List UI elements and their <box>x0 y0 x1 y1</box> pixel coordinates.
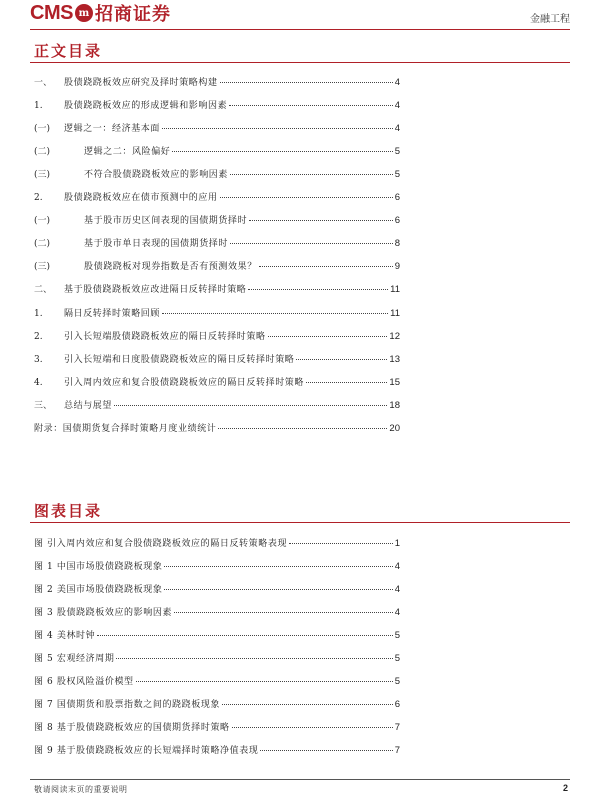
toc-entry-page: 18 <box>389 400 400 411</box>
figure-leader-dots <box>260 750 392 751</box>
toc-entry-page: 6 <box>394 192 400 203</box>
toc-entry-text: 基于股市单日表现的国债期货择时 <box>84 239 229 249</box>
toc-entry[interactable] <box>34 236 400 252</box>
toc-leader-dots <box>259 266 393 267</box>
toc-entry[interactable] <box>34 98 400 114</box>
toc-title: 正文目录 <box>34 42 103 60</box>
figure-entry-text: 图 8 基于股债跷跷板效应的国债期货择时策略 <box>34 723 230 733</box>
toc-title-divider <box>30 62 570 63</box>
toc-entry-number: 4. <box>34 378 43 388</box>
toc-entry-number: 三、 <box>34 401 53 411</box>
toc-leader-dots <box>162 128 393 129</box>
figure-entry[interactable] <box>34 720 400 736</box>
figure-leader-dots <box>97 635 392 636</box>
figure-leader-dots <box>232 727 393 728</box>
toc-leader-dots <box>114 405 387 406</box>
figure-leader-dots <box>164 566 392 567</box>
figure-entry[interactable] <box>34 628 400 644</box>
toc-leader-dots <box>268 336 388 337</box>
toc-entry[interactable] <box>34 144 400 160</box>
figure-entry-page: 7 <box>394 745 400 756</box>
figure-entry-page: 1 <box>394 538 400 549</box>
toc-entry-number: (一) <box>34 216 51 226</box>
toc-entry-text: 股债跷跷板效应在债市预测中的应用 <box>64 193 218 203</box>
figure-entry[interactable] <box>34 743 400 759</box>
footer-divider <box>30 779 570 780</box>
figure-entry-page: 5 <box>394 630 400 641</box>
toc-entry-number: 2. <box>34 332 43 342</box>
figure-entry-text: 图 6 股权风险溢价模型 <box>34 677 134 687</box>
toc-entry-text: 股债跷跷板效应研究及择时策略构建 <box>64 78 218 88</box>
figure-entry-text: 图 1 中国市场股债跷跷板现象 <box>34 562 163 572</box>
toc-entry-text: 引入长短端股债跷跷板效应的隔日反转择时策略 <box>64 332 266 342</box>
figure-leader-dots <box>136 681 393 682</box>
toc-leader-dots <box>248 289 388 290</box>
figure-leader-dots <box>174 612 393 613</box>
figures-title: 图表目录 <box>34 502 103 520</box>
figure-entry[interactable] <box>34 697 400 713</box>
toc-entry-page: 8 <box>394 238 400 249</box>
toc-entry-page: 12 <box>389 331 400 342</box>
figure-entry-text: 图 9 基于股债跷跷板效应的长短端择时策略净值表现 <box>34 746 259 756</box>
toc-entry-number: 2. <box>34 193 43 203</box>
figure-entry-text: 图 5 宏观经济周期 <box>34 654 115 664</box>
toc-entry-text: 逻辑之一：经济基本面 <box>64 124 161 134</box>
toc-leader-dots <box>229 105 393 106</box>
toc-entry-number: (一) <box>34 124 51 134</box>
report-category: 金融工程 <box>530 14 570 25</box>
toc-entry-text: 附录：国债期货复合择时策略月度业绩统计 <box>34 424 217 434</box>
logo-mark-icon: m <box>75 4 93 22</box>
toc-entry-page: 5 <box>394 169 400 180</box>
toc-entry-number: 3. <box>34 355 43 365</box>
toc-entry-number: 一、 <box>34 78 53 88</box>
page-header <box>0 0 600 30</box>
toc-entry-number: 二、 <box>34 285 53 295</box>
figure-entry[interactable] <box>34 582 400 598</box>
toc-entry-page: 4 <box>394 123 400 134</box>
toc-leader-dots <box>220 82 393 83</box>
toc-leader-dots <box>218 428 387 429</box>
figure-leader-dots <box>164 589 392 590</box>
footer-disclaimer: 敬请阅读末页的重要说明 <box>34 785 128 794</box>
toc-entry-page: 5 <box>394 146 400 157</box>
toc-entry[interactable] <box>34 421 400 437</box>
figures-title-divider <box>30 522 570 523</box>
toc-entry-page: 11 <box>390 308 400 319</box>
toc-entry-number: (三) <box>34 262 51 272</box>
toc-entry-text: 股债跷跷板对现券指数是否有预测效果？ <box>84 262 257 272</box>
toc-entry-text: 隔日反转择时策略回顾 <box>64 309 161 319</box>
toc-entry[interactable] <box>34 167 400 183</box>
toc-entry-text: 基于股债跷跷板效应改进隔日反转择时策略 <box>64 285 247 295</box>
toc-entry-text: 总结与展望 <box>64 401 113 411</box>
toc-entry-number: (二) <box>34 239 51 249</box>
toc-entry[interactable] <box>34 259 400 275</box>
toc-leader-dots <box>306 382 387 383</box>
toc-entry-page: 20 <box>389 423 400 434</box>
toc-entry[interactable] <box>34 190 400 206</box>
toc-entry[interactable] <box>34 375 400 391</box>
toc-leader-dots <box>230 174 393 175</box>
figure-leader-dots <box>289 543 393 544</box>
toc-entry-text: 引入长短端和日度股债跷跷板效应的隔日反转择时策略 <box>64 355 295 365</box>
toc-entry[interactable] <box>34 282 400 298</box>
figure-leader-dots <box>116 658 392 659</box>
figure-entry-page: 5 <box>394 676 400 687</box>
toc-entry-number: (三) <box>34 170 51 180</box>
figure-entry-page: 6 <box>394 699 400 710</box>
toc-entry-page: 9 <box>394 261 400 272</box>
toc-entry-text: 基于股市历史区间表现的国债期货择时 <box>84 216 248 226</box>
toc-entry-page: 13 <box>389 354 400 365</box>
toc-entry-number: 1. <box>34 101 43 111</box>
toc-leader-dots <box>162 313 388 314</box>
toc-entry[interactable] <box>34 75 400 91</box>
toc-entry[interactable] <box>34 213 400 229</box>
figure-entry-page: 4 <box>394 584 400 595</box>
figure-entry-text: 图 2 美国市场股债跷跷板现象 <box>34 585 163 595</box>
figure-entry-page: 5 <box>394 653 400 664</box>
page-number: 2 <box>562 783 568 793</box>
toc-entry[interactable] <box>34 329 400 345</box>
toc-entry[interactable] <box>34 398 400 414</box>
logo-latin-text: CMS <box>30 1 73 24</box>
figure-entry[interactable] <box>34 605 400 621</box>
toc-leader-dots <box>230 243 393 244</box>
toc-entry-text: 股债跷跷板效应的形成逻辑和影响因素 <box>64 101 228 111</box>
toc-leader-dots <box>220 197 393 198</box>
toc-entry[interactable] <box>34 352 400 368</box>
toc-entry-number: 1. <box>34 309 43 319</box>
toc-entry[interactable] <box>34 121 400 137</box>
toc-entry[interactable] <box>34 306 400 322</box>
figure-entry[interactable] <box>34 559 400 575</box>
toc-leader-dots <box>249 220 393 221</box>
toc-leader-dots <box>172 151 392 152</box>
toc-entry-number: (二) <box>34 147 51 157</box>
figure-entry[interactable] <box>34 674 400 690</box>
toc-entry-page: 4 <box>394 100 400 111</box>
logo-chinese-text: 招商证券 <box>94 4 171 25</box>
figure-entry-page: 7 <box>394 722 400 733</box>
header-divider <box>30 29 570 30</box>
toc-entry-page: 4 <box>394 77 400 88</box>
figure-entry-text: 图 4 美林时钟 <box>34 631 96 641</box>
figure-entry-page: 4 <box>394 561 400 572</box>
figure-leader-dots <box>222 704 393 705</box>
cms-logo <box>30 0 171 26</box>
figure-entry-text: 图 7 国债期货和股票指数之间的跷跷板现象 <box>34 700 221 710</box>
figure-entry-text: 图 引入周内效应和复合股债跷跷板效应的隔日反转策略表现 <box>34 539 288 549</box>
toc-leader-dots <box>296 359 387 360</box>
figure-entry-page: 4 <box>394 607 400 618</box>
toc-entry-page: 11 <box>390 284 400 295</box>
toc-entry-page: 15 <box>389 377 400 388</box>
figure-entry[interactable] <box>34 651 400 667</box>
toc-entry-page: 6 <box>394 215 400 226</box>
figure-entry[interactable] <box>34 536 400 552</box>
toc-entry-text: 引入周内效应和复合股债跷跷板效应的隔日反转择时策略 <box>64 378 305 388</box>
toc-entry-text: 逻辑之二：风险偏好 <box>84 147 171 157</box>
toc-entry-text: 不符合股债跷跷板效应的影响因素 <box>84 170 229 180</box>
figure-entry-text: 图 3 股债跷跷板效应的影响因素 <box>34 608 173 618</box>
